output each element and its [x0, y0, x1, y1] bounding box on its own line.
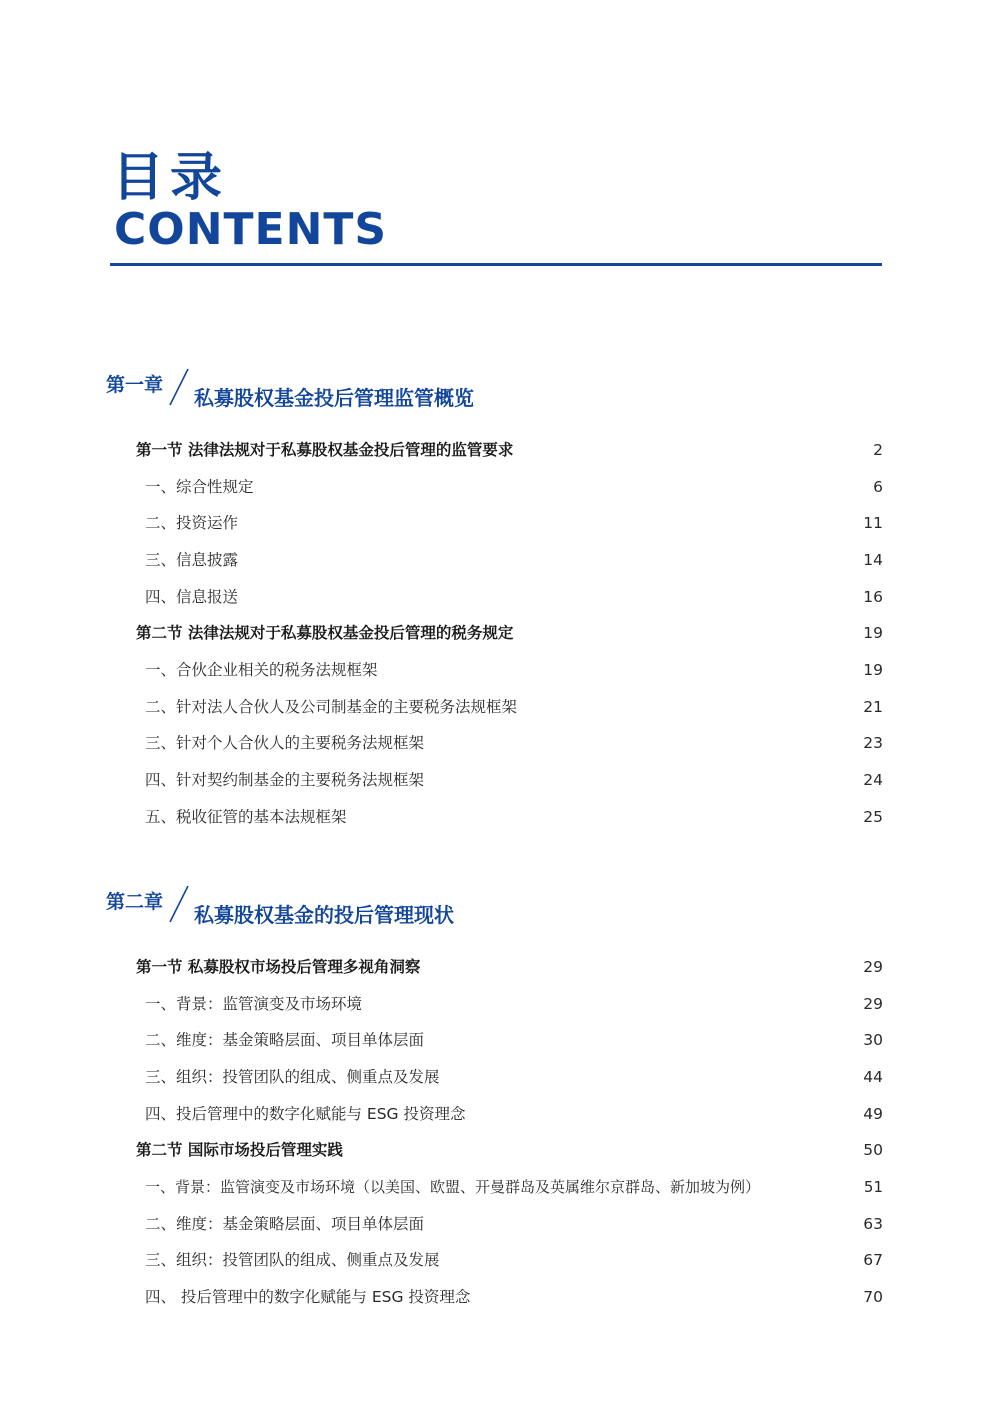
- toc-row[interactable]: [0, 473, 992, 501]
- toc-row[interactable]: [0, 729, 992, 757]
- title-en: CONTENTS: [114, 204, 388, 255]
- toc-page: 51: [863, 1178, 883, 1196]
- toc-page: 23: [863, 734, 883, 752]
- toc-row[interactable]: [0, 1026, 992, 1054]
- toc-label: 一、背景：监管演变及市场环境（以美国、欧盟、开曼群岛及英属维尔京群岛、新加坡为例）: [145, 1178, 761, 1196]
- toc-row[interactable]: [0, 546, 992, 574]
- toc-page: 30: [863, 1031, 883, 1049]
- toc-label: 第二节 国际市场投后管理实践: [136, 1141, 343, 1159]
- toc-label: 一、合伙企业相关的税务法规框架: [145, 661, 378, 679]
- title-cn: 目录: [112, 148, 229, 208]
- toc-label: 五、税收征管的基本法规框架: [145, 808, 347, 826]
- toc-page: 44: [863, 1068, 883, 1086]
- toc-label: 三、组织：投管团队的组成、侧重点及发展: [145, 1068, 440, 1086]
- toc-row[interactable]: [0, 693, 992, 721]
- toc-label: 一、背景：监管演变及市场环境: [145, 995, 363, 1013]
- chapter-title: 私募股权基金的投后管理现状: [194, 903, 454, 927]
- toc-label: 四、 投后管理中的数字化赋能与 ESG 投资理念: [145, 1288, 471, 1306]
- toc-row[interactable]: [0, 436, 992, 464]
- toc-row[interactable]: [0, 803, 992, 831]
- toc-label: 二、投资运作: [145, 514, 239, 532]
- toc-row[interactable]: [0, 1210, 992, 1238]
- toc-row[interactable]: [0, 990, 992, 1018]
- toc-row[interactable]: [0, 1136, 992, 1164]
- toc-label: 三、组织：投管团队的组成、侧重点及发展: [145, 1251, 440, 1269]
- toc-label: 第一节 私募股权市场投后管理多视角洞察: [136, 958, 421, 976]
- slash-icon: [168, 367, 190, 407]
- toc-page: 29: [863, 995, 883, 1013]
- toc-page: 14: [863, 551, 883, 569]
- toc-row[interactable]: [0, 656, 992, 684]
- toc-page: 19: [863, 661, 883, 679]
- toc-page: 24: [863, 771, 883, 789]
- toc-label: 第二节 法律法规对于私募股权基金投后管理的税务规定: [136, 624, 514, 642]
- toc-label: 四、投后管理中的数字化赋能与 ESG 投资理念: [145, 1105, 466, 1123]
- toc-label: 二、维度：基金策略层面、项目单体层面: [145, 1215, 425, 1233]
- toc-label: 二、针对法人合伙人及公司制基金的主要税务法规框架: [145, 698, 518, 716]
- chapter-number: 第二章: [106, 891, 164, 913]
- toc-page: 11: [863, 514, 883, 532]
- toc-page: 49: [863, 1105, 883, 1123]
- toc-label: 四、针对契约制基金的主要税务法规框架: [145, 771, 425, 789]
- toc-label: 三、针对个人合伙人的主要税务法规框架: [145, 734, 425, 752]
- toc-page: 70: [863, 1288, 883, 1306]
- toc-label: 一、综合性规定: [145, 478, 254, 496]
- toc-page: 67: [863, 1251, 883, 1269]
- toc-page: 21: [863, 698, 883, 716]
- toc-row[interactable]: [0, 1173, 992, 1201]
- chapter-header-1: [106, 373, 886, 417]
- toc-row[interactable]: [0, 766, 992, 794]
- toc-page: 29: [863, 958, 883, 976]
- toc-label: 二、维度：基金策略层面、项目单体层面: [145, 1031, 425, 1049]
- toc-row[interactable]: [0, 1246, 992, 1274]
- toc-page: 63: [863, 1215, 883, 1233]
- toc-page: 16: [863, 588, 883, 606]
- toc-page: 2: [873, 441, 883, 459]
- toc-label: 三、信息披露: [145, 551, 239, 569]
- chapter-title: 私募股权基金投后管理监管概览: [194, 386, 474, 410]
- toc-label: 四、信息报送: [145, 588, 239, 606]
- toc-row[interactable]: [0, 509, 992, 537]
- title-rule: [110, 263, 882, 266]
- chapter-number: 第一章: [106, 374, 164, 396]
- toc-row[interactable]: [0, 583, 992, 611]
- toc-row[interactable]: [0, 1063, 992, 1091]
- toc-page: 6: [873, 478, 883, 496]
- toc-row[interactable]: [0, 1283, 992, 1311]
- toc-page: 19: [863, 624, 883, 642]
- toc-page: 50: [863, 1141, 883, 1159]
- toc-page: 25: [863, 808, 883, 826]
- toc-row[interactable]: [0, 1100, 992, 1128]
- chapter-header-2: [106, 890, 886, 934]
- toc-row[interactable]: [0, 953, 992, 981]
- toc-row[interactable]: [0, 619, 992, 647]
- slash-icon: [168, 884, 190, 924]
- toc-label: 第一节 法律法规对于私募股权基金投后管理的监管要求: [136, 441, 514, 459]
